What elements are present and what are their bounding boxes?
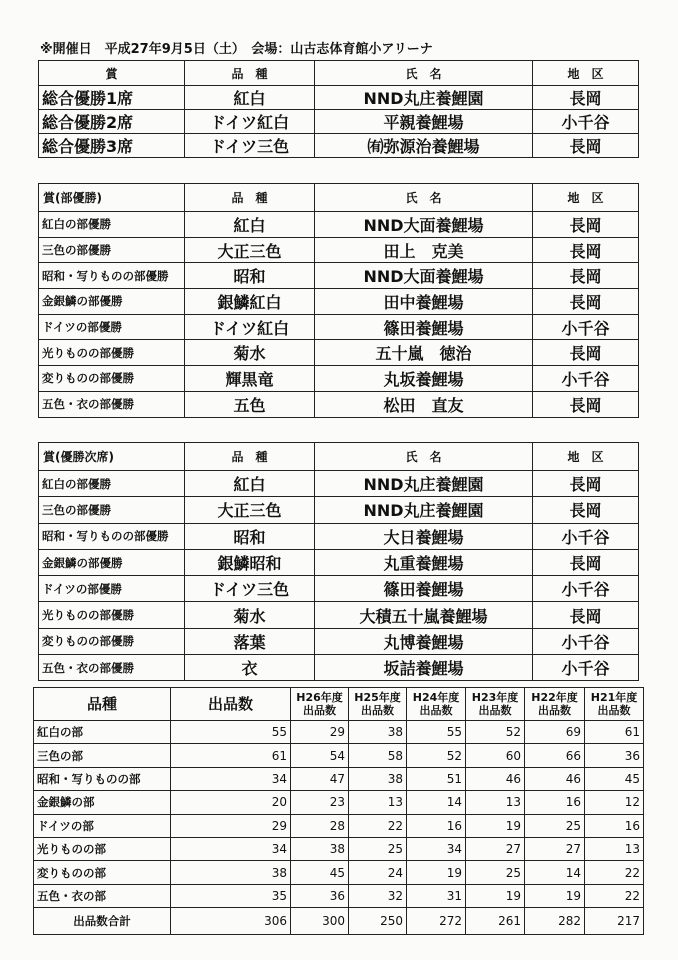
award-cell: 総合優勝2席 bbox=[39, 110, 185, 134]
award-cell: ドイツの部優勝 bbox=[39, 314, 185, 340]
name-cell: NND大面養鯉場 bbox=[315, 263, 533, 289]
region-cell: 長岡 bbox=[533, 602, 639, 628]
variety-cell: ドイツ紅白 bbox=[185, 314, 315, 340]
table-row bbox=[34, 721, 644, 744]
name-cell: ㈲弥源治養鯉場 bbox=[315, 134, 533, 158]
count-cell: 12 bbox=[585, 791, 644, 814]
count-cell: 25 bbox=[466, 861, 525, 884]
category-cell: 変りものの部 bbox=[34, 861, 171, 884]
table-row bbox=[39, 237, 639, 263]
award-cell: 三色の部優勝 bbox=[39, 497, 185, 523]
col-header: 氏 名 bbox=[315, 184, 533, 212]
award-cell: 光りものの部優勝 bbox=[39, 340, 185, 366]
award-cell: 金銀鱗の部優勝 bbox=[39, 289, 185, 315]
count-cell: 19 bbox=[525, 884, 585, 907]
count-cell: 32 bbox=[349, 884, 407, 907]
count-cell: 29 bbox=[171, 814, 291, 837]
count-cell: 28 bbox=[291, 814, 349, 837]
name-cell: NND丸庄養鯉園 bbox=[315, 471, 533, 497]
count-cell: 45 bbox=[291, 861, 349, 884]
table-row bbox=[34, 814, 644, 837]
region-cell: 長岡 bbox=[533, 340, 639, 366]
variety-cell: 昭和 bbox=[185, 263, 315, 289]
variety-cell: 銀鱗紅白 bbox=[185, 289, 315, 315]
count-cell: 34 bbox=[171, 767, 291, 790]
region-cell: 小千谷 bbox=[533, 576, 639, 602]
count-cell: 27 bbox=[525, 837, 585, 860]
table-row bbox=[34, 861, 644, 884]
table-row bbox=[39, 549, 639, 575]
category-cell: 三色の部 bbox=[34, 744, 171, 767]
region-cell: 長岡 bbox=[533, 86, 639, 110]
count-cell: 13 bbox=[349, 791, 407, 814]
table-row bbox=[34, 767, 644, 790]
variety-cell: 輝黒竜 bbox=[185, 366, 315, 392]
count-cell: 19 bbox=[407, 861, 466, 884]
count-cell: 23 bbox=[291, 791, 349, 814]
award-cell: 総合優勝1席 bbox=[39, 86, 185, 110]
count-cell: 38 bbox=[291, 837, 349, 860]
overall-awards-table bbox=[38, 60, 639, 158]
col-header: 地 区 bbox=[533, 184, 639, 212]
table-row bbox=[39, 602, 639, 628]
table-row bbox=[34, 884, 644, 907]
name-cell: 篠田養鯉場 bbox=[315, 576, 533, 602]
count-cell: 38 bbox=[349, 721, 407, 744]
variety-cell: 紅白 bbox=[185, 471, 315, 497]
division-runners-up-table bbox=[38, 442, 639, 681]
count-cell: 51 bbox=[407, 767, 466, 790]
col-header: H26年度 出品数 bbox=[291, 688, 349, 721]
count-cell: 16 bbox=[585, 814, 644, 837]
count-cell: 60 bbox=[466, 744, 525, 767]
region-cell: 長岡 bbox=[533, 391, 639, 417]
col-header: H21年度 出品数 bbox=[585, 688, 644, 721]
table-row bbox=[39, 110, 639, 134]
award-cell: 総合優勝3席 bbox=[39, 134, 185, 158]
count-cell: 34 bbox=[407, 837, 466, 860]
table-row bbox=[39, 576, 639, 602]
award-cell: 変りものの部優勝 bbox=[39, 628, 185, 654]
name-cell: 田中養鯉場 bbox=[315, 289, 533, 315]
count-cell: 46 bbox=[466, 767, 525, 790]
count-cell: 34 bbox=[171, 837, 291, 860]
count-cell: 22 bbox=[585, 861, 644, 884]
region-cell: 長岡 bbox=[533, 134, 639, 158]
name-cell: 丸重養鯉場 bbox=[315, 549, 533, 575]
col-header: 氏 名 bbox=[315, 61, 533, 86]
table-row bbox=[39, 497, 639, 523]
col-header: H22年度 出品数 bbox=[525, 688, 585, 721]
col-header: H23年度 出品数 bbox=[466, 688, 525, 721]
col-header: 賞(優勝次席) bbox=[39, 443, 185, 471]
region-cell: 小千谷 bbox=[533, 655, 639, 681]
col-header: 地 区 bbox=[533, 443, 639, 471]
award-cell: 光りものの部優勝 bbox=[39, 602, 185, 628]
name-cell: 松田 直友 bbox=[315, 391, 533, 417]
total-count: 300 bbox=[291, 908, 349, 935]
region-cell: 小千谷 bbox=[533, 523, 639, 549]
variety-cell: ドイツ三色 bbox=[185, 134, 315, 158]
table-row bbox=[34, 744, 644, 767]
variety-cell: 銀鱗昭和 bbox=[185, 549, 315, 575]
count-cell: 13 bbox=[585, 837, 644, 860]
total-count: 306 bbox=[171, 908, 291, 935]
region-cell: 長岡 bbox=[533, 289, 639, 315]
region-cell: 小千谷 bbox=[533, 628, 639, 654]
name-cell: NND大面養鯉場 bbox=[315, 212, 533, 238]
category-cell: 紅白の部 bbox=[34, 721, 171, 744]
count-cell: 52 bbox=[407, 744, 466, 767]
col-header: H24年度 出品数 bbox=[407, 688, 466, 721]
name-cell: 丸坂養鯉場 bbox=[315, 366, 533, 392]
award-cell: 五色・衣の部優勝 bbox=[39, 655, 185, 681]
total-count: 282 bbox=[525, 908, 585, 935]
table-row bbox=[39, 471, 639, 497]
count-cell: 20 bbox=[171, 791, 291, 814]
table-row bbox=[39, 86, 639, 110]
name-cell: 大積五十嵐養鯉場 bbox=[315, 602, 533, 628]
region-cell: 長岡 bbox=[533, 212, 639, 238]
count-cell: 38 bbox=[171, 861, 291, 884]
award-cell: ドイツの部優勝 bbox=[39, 576, 185, 602]
region-cell: 長岡 bbox=[533, 471, 639, 497]
category-cell: 金銀鱗の部 bbox=[34, 791, 171, 814]
name-cell: 篠田養鯉場 bbox=[315, 314, 533, 340]
count-cell: 22 bbox=[349, 814, 407, 837]
category-cell: ドイツの部 bbox=[34, 814, 171, 837]
region-cell: 小千谷 bbox=[533, 110, 639, 134]
col-header: 出品数 bbox=[171, 688, 291, 721]
count-cell: 16 bbox=[525, 791, 585, 814]
category-cell: 光りものの部 bbox=[34, 837, 171, 860]
count-cell: 61 bbox=[585, 721, 644, 744]
table-row bbox=[39, 212, 639, 238]
count-cell: 16 bbox=[407, 814, 466, 837]
name-cell: 五十嵐 徳治 bbox=[315, 340, 533, 366]
table-row bbox=[39, 628, 639, 654]
name-cell: NND丸庄養鯉園 bbox=[315, 497, 533, 523]
col-header: 品 種 bbox=[185, 184, 315, 212]
award-cell: 三色の部優勝 bbox=[39, 237, 185, 263]
count-cell: 52 bbox=[466, 721, 525, 744]
event-info: ※開催日 平成27年9月5日（土） 会場：山古志体育館小アリーナ bbox=[40, 42, 433, 57]
variety-cell: 紅白 bbox=[185, 86, 315, 110]
count-cell: 47 bbox=[291, 767, 349, 790]
count-cell: 22 bbox=[585, 884, 644, 907]
award-cell: 五色・衣の部優勝 bbox=[39, 391, 185, 417]
region-cell: 長岡 bbox=[533, 549, 639, 575]
variety-cell: 紅白 bbox=[185, 212, 315, 238]
total-count: 217 bbox=[585, 908, 644, 935]
name-cell: 坂詰養鯉場 bbox=[315, 655, 533, 681]
name-cell: 田上 克美 bbox=[315, 237, 533, 263]
count-cell: 27 bbox=[466, 837, 525, 860]
total-count: 272 bbox=[407, 908, 466, 935]
count-cell: 36 bbox=[585, 744, 644, 767]
col-header: 氏 名 bbox=[315, 443, 533, 471]
variety-cell: ドイツ紅白 bbox=[185, 110, 315, 134]
col-header: 品 種 bbox=[185, 443, 315, 471]
award-cell: 紅白の部優勝 bbox=[39, 471, 185, 497]
variety-cell: 昭和 bbox=[185, 523, 315, 549]
category-cell: 五色・衣の部 bbox=[34, 884, 171, 907]
award-cell: 変りものの部優勝 bbox=[39, 366, 185, 392]
count-cell: 19 bbox=[466, 814, 525, 837]
table-row bbox=[34, 791, 644, 814]
col-header: 地 区 bbox=[533, 61, 639, 86]
variety-cell: 五色 bbox=[185, 391, 315, 417]
table-row bbox=[34, 837, 644, 860]
count-cell: 25 bbox=[525, 814, 585, 837]
count-cell: 25 bbox=[349, 837, 407, 860]
table-row bbox=[39, 263, 639, 289]
count-cell: 24 bbox=[349, 861, 407, 884]
total-row bbox=[34, 908, 644, 935]
region-cell: 長岡 bbox=[533, 497, 639, 523]
col-header: 賞(部優勝) bbox=[39, 184, 185, 212]
count-cell: 66 bbox=[525, 744, 585, 767]
award-cell: 紅白の部優勝 bbox=[39, 212, 185, 238]
category-cell: 昭和・写りものの部 bbox=[34, 767, 171, 790]
table-row bbox=[39, 314, 639, 340]
total-count: 261 bbox=[466, 908, 525, 935]
count-cell: 55 bbox=[171, 721, 291, 744]
region-cell: 小千谷 bbox=[533, 314, 639, 340]
entry-counts-table bbox=[33, 687, 644, 935]
count-cell: 69 bbox=[525, 721, 585, 744]
table-row bbox=[39, 289, 639, 315]
count-cell: 46 bbox=[525, 767, 585, 790]
col-header: 品種 bbox=[34, 688, 171, 721]
table-row bbox=[39, 366, 639, 392]
count-cell: 45 bbox=[585, 767, 644, 790]
count-cell: 31 bbox=[407, 884, 466, 907]
table-row bbox=[39, 134, 639, 158]
variety-cell: 衣 bbox=[185, 655, 315, 681]
region-cell: 小千谷 bbox=[533, 366, 639, 392]
col-header: 品 種 bbox=[185, 61, 315, 86]
count-cell: 14 bbox=[525, 861, 585, 884]
name-cell: 平親養鯉場 bbox=[315, 110, 533, 134]
count-cell: 61 bbox=[171, 744, 291, 767]
award-cell: 昭和・写りものの部優勝 bbox=[39, 523, 185, 549]
total-label: 出品数合計 bbox=[34, 908, 171, 935]
variety-cell: 大正三色 bbox=[185, 497, 315, 523]
count-cell: 55 bbox=[407, 721, 466, 744]
variety-cell: 菊水 bbox=[185, 602, 315, 628]
total-count: 250 bbox=[349, 908, 407, 935]
name-cell: NND丸庄養鯉園 bbox=[315, 86, 533, 110]
count-cell: 36 bbox=[291, 884, 349, 907]
award-cell: 金銀鱗の部優勝 bbox=[39, 549, 185, 575]
count-cell: 29 bbox=[291, 721, 349, 744]
col-header: H25年度 出品数 bbox=[349, 688, 407, 721]
count-cell: 35 bbox=[171, 884, 291, 907]
table-row bbox=[39, 655, 639, 681]
variety-cell: ドイツ三色 bbox=[185, 576, 315, 602]
variety-cell: 落葉 bbox=[185, 628, 315, 654]
count-cell: 13 bbox=[466, 791, 525, 814]
division-winners-table bbox=[38, 183, 639, 418]
count-cell: 19 bbox=[466, 884, 525, 907]
variety-cell: 菊水 bbox=[185, 340, 315, 366]
name-cell: 丸博養鯉場 bbox=[315, 628, 533, 654]
region-cell: 長岡 bbox=[533, 237, 639, 263]
table-row bbox=[39, 340, 639, 366]
award-cell: 昭和・写りものの部優勝 bbox=[39, 263, 185, 289]
table-row bbox=[39, 523, 639, 549]
variety-cell: 大正三色 bbox=[185, 237, 315, 263]
count-cell: 58 bbox=[349, 744, 407, 767]
table-row bbox=[39, 391, 639, 417]
name-cell: 大日養鯉場 bbox=[315, 523, 533, 549]
count-cell: 14 bbox=[407, 791, 466, 814]
count-cell: 38 bbox=[349, 767, 407, 790]
region-cell: 長岡 bbox=[533, 263, 639, 289]
count-cell: 54 bbox=[291, 744, 349, 767]
col-header: 賞 bbox=[39, 61, 185, 86]
